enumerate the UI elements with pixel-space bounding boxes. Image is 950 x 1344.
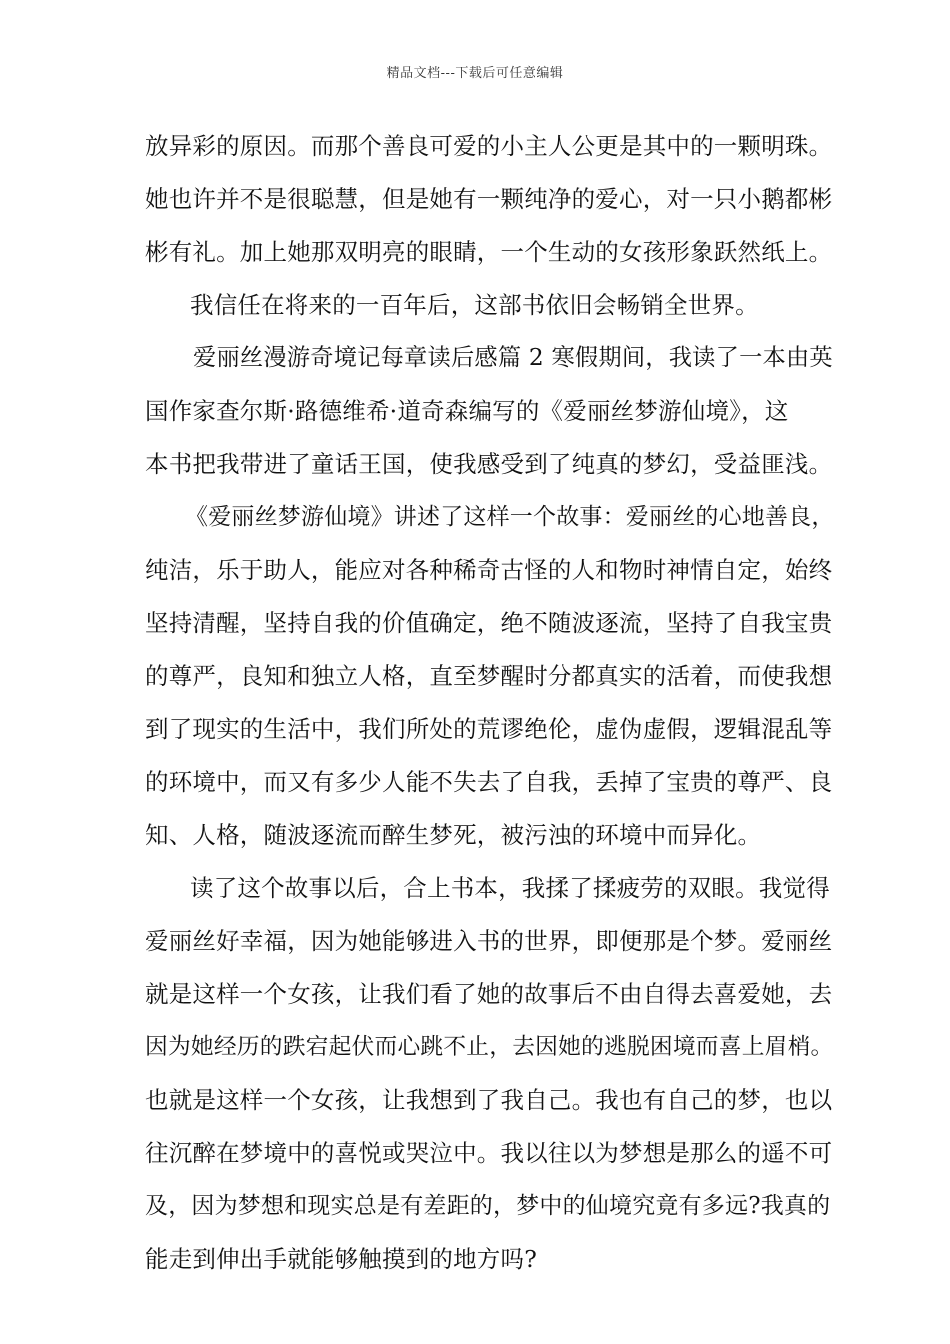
document-body bbox=[145, 126, 835, 1292]
text-line: 纯洁，乐于助人，能应对各种稀奇古怪的人和物时神情自定，始终 bbox=[145, 556, 833, 584]
text-line: 她也许并不是很聪慧，但是她有一颗纯净的爱心，对一只小鹅都彬 bbox=[145, 185, 833, 213]
text-line: 爱丽丝漫游奇境记每章读后感篇 2 寒假期间，我读了一本由英 bbox=[193, 344, 833, 371]
text-line: 《爱丽丝梦游仙境》讲述了这样一个故事：爱丽丝的心地善良， bbox=[185, 504, 835, 530]
text-line: 坚持清醒，坚持自我的价值确定，绝不随波逐流，坚持了自我宝贵 bbox=[145, 609, 833, 637]
text-line: 爱丽丝好幸福，因为她能够进入书的世界，即便那是个梦。爱丽丝 bbox=[145, 927, 833, 955]
text-line: 的尊严，良知和独立人格，直至梦醒时分都真实的活着，而使我想 bbox=[145, 662, 833, 690]
text-line: 读了这个故事以后，合上书本，我揉了揉疲劳的双眼。我觉得 bbox=[190, 874, 830, 902]
text-line: 彬有礼。加上她那双明亮的眼睛，一个生动的女孩形象跃然纸上。 bbox=[145, 238, 833, 266]
text-line: 本书把我带进了童话王国，使我感受到了纯真的梦幻，受益匪浅。 bbox=[145, 450, 833, 478]
text-line: 放异彩的原因。而那个善良可爱的小主人公更是其中的一颗明珠。 bbox=[145, 132, 833, 160]
text-line: 知、人格，随波逐流而醉生梦死，被污浊的环境中而异化。 bbox=[145, 821, 762, 849]
text-line: 我信任在将来的一百年后，这部书依旧会畅销全世界。 bbox=[190, 291, 759, 319]
text-line: 国作家查尔斯·路德维希·道奇森编写的《爱丽丝梦游仙境》，这 bbox=[145, 397, 789, 425]
text-line: 的环境中，而又有多少人能不失去了自我，丢掉了宝贵的尊严、良 bbox=[145, 768, 833, 796]
text-line: 也就是这样一个女孩，让我想到了我自己。我也有自己的梦，也以 bbox=[145, 1086, 833, 1114]
text-line: 因为她经历的跌宕起伏而心跳不止，去因她的逃脱困境而喜上眉梢。 bbox=[145, 1034, 834, 1060]
text-line: 往沉醉在梦境中的喜悦或哭泣中。我以往以为梦想是那么的遥不可 bbox=[145, 1139, 833, 1167]
text-line: 到了现实的生活中，我们所处的荒谬绝伦，虚伪虚假，逻辑混乱等 bbox=[145, 715, 833, 743]
text-line: 就是这样一个女孩，让我们看了她的故事后不由自得去喜爱她，去 bbox=[145, 980, 833, 1008]
text-line: 及，因为梦想和现实总是有差距的，梦中的仙境究竟有多远?我真的 bbox=[145, 1193, 831, 1219]
page-header: 精品文档---下载后可任意编辑 bbox=[386, 66, 564, 81]
text-line: 能走到伸出手就能够触摸到的地方吗? bbox=[145, 1245, 537, 1273]
